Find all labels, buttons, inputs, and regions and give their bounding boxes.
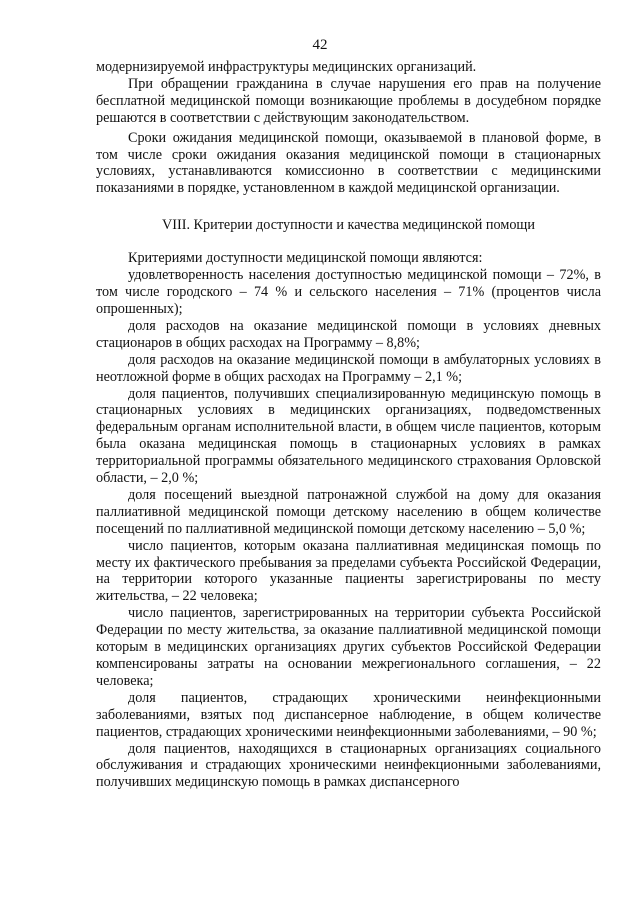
paragraph-continuation: модернизируемой инфраструктуры медицинских организаций. (96, 59, 477, 75)
criterion-item: доля посещений выездной патронажной службой на дому для оказания паллиативной медицинской помощи детскому населению в общем количестве посещений по паллиативной медицинской помощи детскому населению – 5,0 %; (96, 486, 601, 537)
paragraph-appeal-rights: При обращении гражданина в случае нарушения его прав на получение бесплатной медицинской помощи возникающие проблемы в досудебном порядке решаются в соответствии с действующим законодательством. (96, 75, 601, 126)
page-body (96, 59, 601, 791)
criterion-item: доля пациентов, получивших специализированную медицинскую помощь в стационарных условиях в медицинских организациях, подведомственных федеральным органам исполнительной власти, в общем числе пациентов, которым была оказана медицинская помощь в стационарных условиях в рамках территориальной программы обязательного медицинского страхования Орловской области, – 2,0 %; (96, 385, 601, 487)
criterion-item: доля расходов на оказание медицинской помощи в амбулаторных условиях в неотложной форме в общих расходах на Программу – 2,1 %; (96, 351, 601, 385)
criterion-item: доля пациентов, находящихся в стационарных организациях социального обслуживания и страдающих хроническими неинфекционными заболеваниями, получивших медицинскую помощь в рамках диспансерного (96, 740, 601, 791)
criterion-item: число пациентов, зарегистрированных на территории субъекта Российской Федерации по месту жительства, за оказание паллиативной медицинской помощи которым в медицинских организациях других субъектов Российской Федерации компенсированы затраты на основании межрегионального соглашения, – 22 человека; (96, 605, 601, 689)
criterion-item: удовлетворенность населения доступностью медицинской помощи – 72%, в том числе городского – 74 % и сельского населения – 71% (процентов числа опрошенных); (96, 267, 601, 317)
criterion-item: доля расходов на оказание медицинской помощи в условиях дневных стационаров в общих расходах на Программу – 8,8%; (96, 317, 601, 351)
criterion-item: число пациентов, которым оказана паллиативная медицинская помощь по месту их фактического пребывания за пределами субъекта Российской Федерации, на территории которого указанные пациенты зарегистрированы по месту жительства, – 22 человека; (96, 537, 601, 605)
criterion-item: доля пациентов, страдающих хроническими неинфекционными заболеваниями, взятых под диспансерное наблюдение, в общем количестве пациентов, страдающих хроническими неинфекционными заболеваниями, – 90 %; (96, 689, 601, 740)
criteria-lead: Критериями доступности медицинской помощи являются: (128, 250, 483, 267)
section-title: VIII. Критерии доступности и качества медицинской помощи (162, 217, 535, 234)
page-number: 42 (312, 37, 328, 53)
paragraph-waiting-times: Сроки ожидания медицинской помощи, оказываемой в плановой форме, в том числе сроки ожидания оказания медицинской помощи в стационарных условиях, устанавливаются комиссионно в соответствии с медицинскими показаниями в порядке, установленном в каждой медицинской организации. (96, 129, 601, 197)
